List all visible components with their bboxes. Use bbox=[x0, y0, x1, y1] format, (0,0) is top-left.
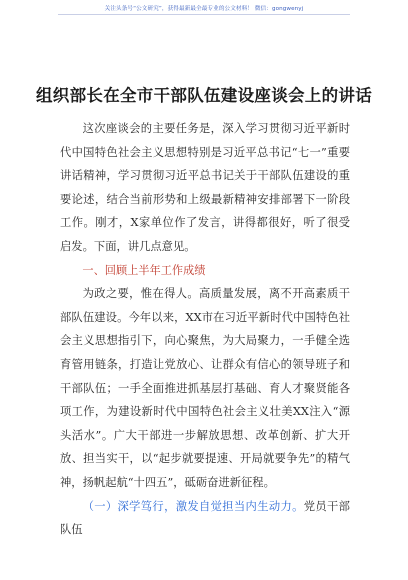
document-body bbox=[60, 117, 350, 542]
promo-banner: 关注头条号“公文研究”，获得最新最全最专业的公文材料！ 微信：gongwenyj bbox=[104, 6, 304, 12]
banner-divider bbox=[58, 14, 350, 15]
subsection-label: （一）深学笃行，激发自觉担当内生动力。 bbox=[82, 499, 304, 513]
subsection-paragraph bbox=[60, 495, 350, 542]
intro-paragraph: 这次座谈会的主要任务是，深入学习贯彻习近平新时代中国特色社会主义思想特别是习近平总书记“七一”重要讲话精神，学习贯彻习近平总书记关于干部队伍建设的重要论述，结合当前形势和上级最新精神安排部署下一阶段工作。刚才，X家单位作了发言，讲得都很好，听了很受启发。下面，讲几点意见。 bbox=[60, 122, 350, 253]
section-paragraph: 为政之要，惟在得人。高质量发展，离不开高素质干部队伍建设。今年以来，XX市在习近平新时代中国特色社会主义思想指引下，向心聚焦，为大局聚力，一手健全选育管用链条，打造让党放心、让群众有信心的领导班子和干部队伍；一手全面推进抓基层打基础、育人才聚贤能各项工作，为建设新时代中国特色社会主义壮美XX注入“源头活水”。广大干部进一步解放思想、改革创新、扩大开放、担当实干，以“起步就要提速、开局就要争先”的精气神，扬帆起航“十四五”，砥砺奋进新征程。 bbox=[60, 287, 350, 489]
subsection-text: 党员干部队伍 bbox=[60, 499, 350, 537]
document-title: 组织部长在全市干部队伍建设座谈会上的讲话 bbox=[36, 86, 372, 105]
section-heading: 一、回顾上半年工作成绩 bbox=[82, 263, 206, 277]
